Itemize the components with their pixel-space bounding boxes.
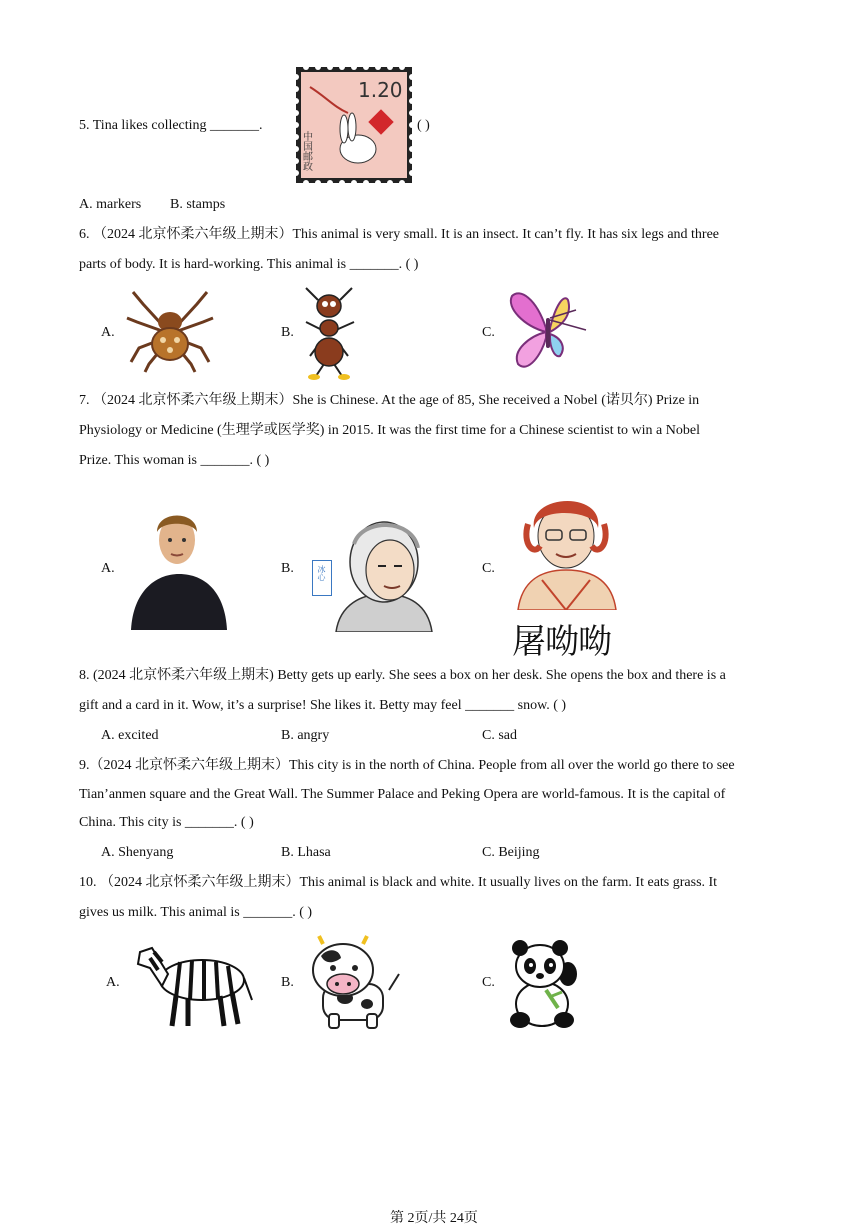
cow-icon xyxy=(305,934,403,1035)
q5-option-b: B. stamps xyxy=(170,197,226,212)
q6-label-a: A. xyxy=(101,325,115,340)
q10-line-1: 10. （2024 北京怀柔六年级上期末）This animal is black and white. It usually lives on the farm. It eats grass. It xyxy=(79,875,718,890)
q7-line-2: Physiology or Medicine (生理学或医学奖) in 2015. It was the first time for a Chinese scientist to win a Nobel xyxy=(79,423,700,438)
q6-label-c: C. xyxy=(482,325,495,340)
q9-option-a: A. Shenyang xyxy=(101,845,174,860)
q9-line-3: China. This city is _______. ( ) xyxy=(79,815,254,830)
q9-line-1: 9.（2024 北京怀柔六年级上期末）This city is in the north of China. People from all over the world go there to see xyxy=(79,758,735,773)
stamp-image xyxy=(296,67,412,188)
q7-label-c: C. xyxy=(482,561,495,576)
panda-icon xyxy=(506,934,586,1035)
q8-line-2: gift and a card in it. Wow, it’s a surprise! She likes it. Betty may feel _______ snow. ( ) xyxy=(79,698,567,713)
portrait-c-image xyxy=(512,484,620,615)
svg-text:中国邮政: 中国邮政 xyxy=(300,131,312,171)
q8-option-b: B. angry xyxy=(281,728,330,743)
q6-line-1: 6. （2024 北京怀柔六年级上期末）This animal is very small. It is an insect. It can’t fly. It has six legs and three xyxy=(79,227,720,242)
q9-option-b: B. Lhasa xyxy=(281,845,331,860)
q10-label-c: C. xyxy=(482,975,495,990)
q10-label-a: A. xyxy=(106,975,120,990)
svg-text:1.20: 1.20 xyxy=(358,78,403,102)
q9-option-c: C. Beijing xyxy=(482,845,540,860)
portrait-b-image xyxy=(332,508,434,637)
q7-line-3: Prize. This woman is _______. ( ) xyxy=(79,453,270,468)
q8-line-1: 8. (2024 北京怀柔六年级上期末) Betty gets up early. She sees a box on her desk. She opens the box and there is a xyxy=(79,668,726,683)
q6-label-b: B. xyxy=(281,325,294,340)
q7-label-b: B. xyxy=(281,561,294,576)
q10-line-2: gives us milk. This animal is _______. ( ) xyxy=(79,905,313,920)
butterfly-icon xyxy=(506,288,590,379)
q5-answer-paren: ( ) xyxy=(417,118,430,133)
ant-icon xyxy=(300,284,360,385)
q8-option-c: C. sad xyxy=(482,728,517,743)
q9-line-2: Tian’anmen square and the Great Wall. The Summer Palace and Peking Opera are world-famous. It is the capital of xyxy=(79,787,726,802)
portrait-a-image xyxy=(127,502,229,635)
name-tag-b xyxy=(312,560,332,596)
portrait-c-caption: 屠呦呦 xyxy=(512,622,611,662)
q7-line-1: 7. （2024 北京怀柔六年级上期末）She is Chinese. At the age of 85, She received a Nobel (诺贝尔) Prize in xyxy=(79,393,700,408)
name-tag-b-text: 冰心 xyxy=(317,565,326,581)
q5-option-a: A. markers xyxy=(79,197,142,212)
page-footer: 第 2页/共 24页 xyxy=(390,1211,478,1226)
q5-text: 5. Tina likes collecting _______. xyxy=(79,118,263,133)
spider-icon xyxy=(125,288,215,379)
zebra-icon xyxy=(132,934,254,1035)
q7-label-a: A. xyxy=(101,561,115,576)
q8-option-a: A. excited xyxy=(101,728,159,743)
q6-line-2: parts of body. It is hard-working. This animal is _______. ( ) xyxy=(79,257,419,272)
q10-label-b: B. xyxy=(281,975,294,990)
